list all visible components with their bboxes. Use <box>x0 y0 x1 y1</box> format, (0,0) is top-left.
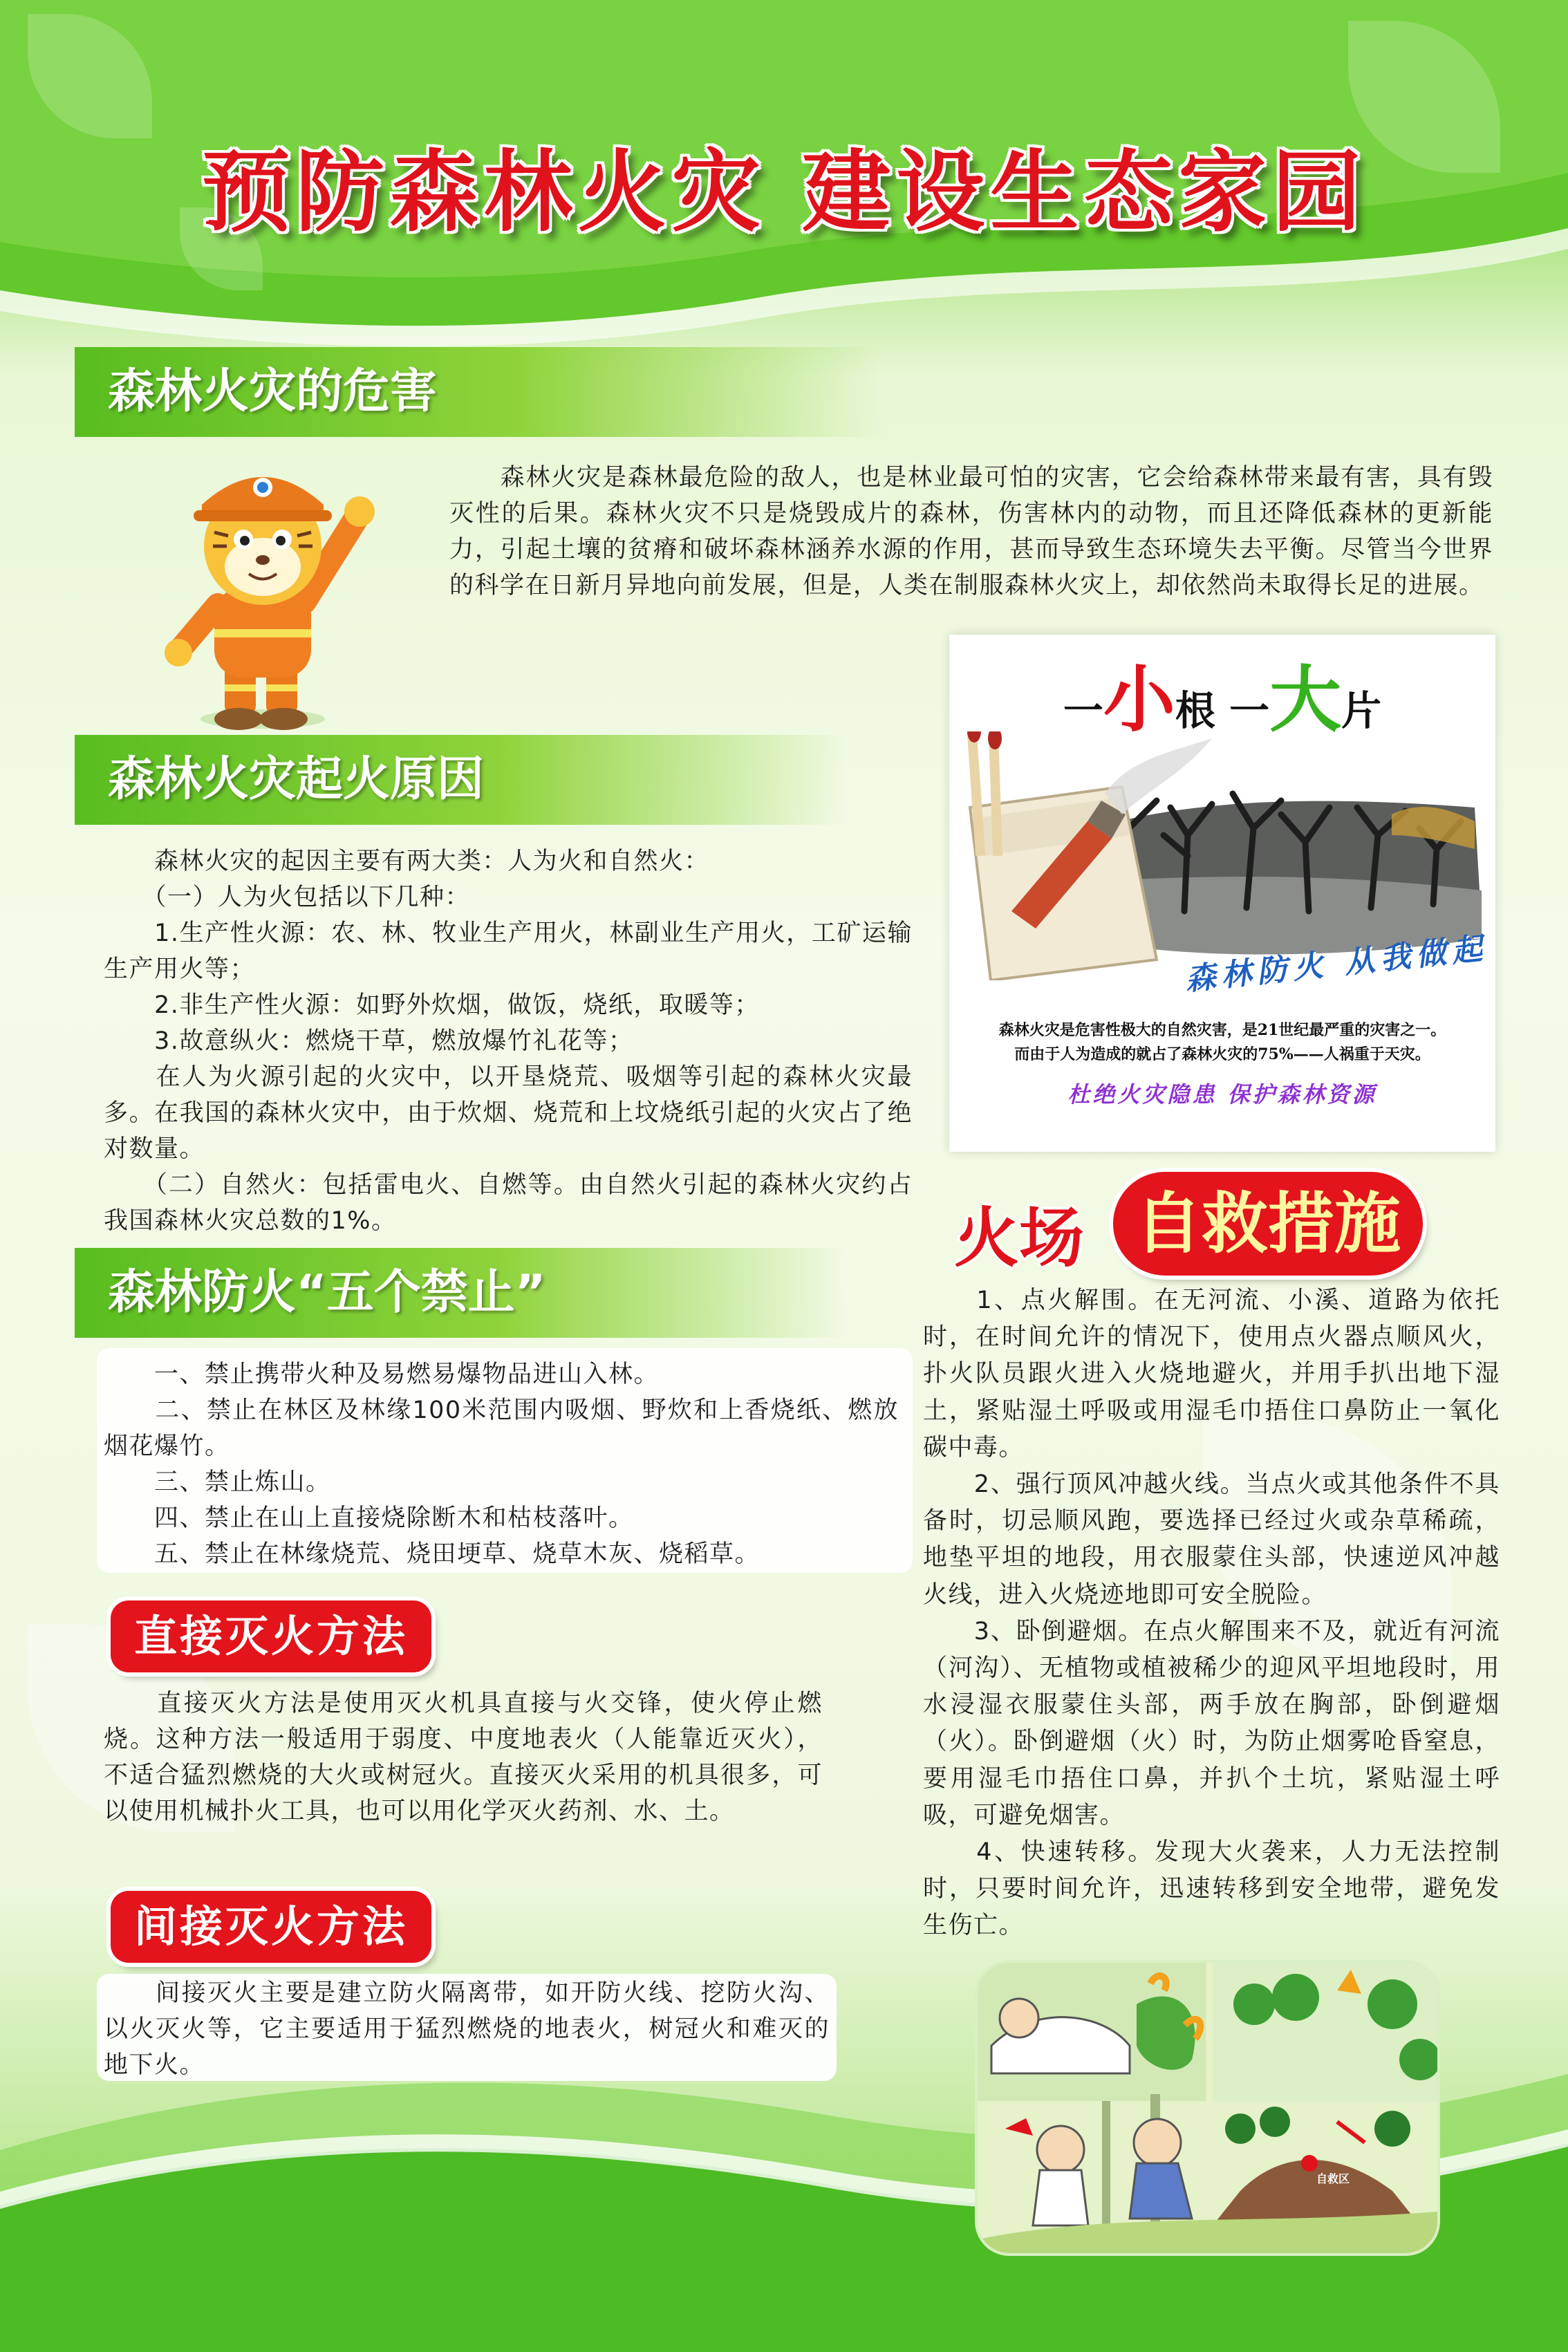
section-heading-indirect: 间接灭火方法 <box>111 1891 431 1963</box>
section-heading-harm: 森林火灾的危害 <box>75 347 882 437</box>
rescue-heading-prefix: 火场 <box>954 1201 1085 1276</box>
slogan-part: 根 一 <box>1175 687 1270 734</box>
fire-escape-cartoon <box>975 1960 1440 2256</box>
fire-escape-illustration <box>978 1963 1437 2253</box>
slogan-part: 片 <box>1341 687 1382 734</box>
five-prohibitions-list: 一、禁止携带火种及易燃易爆物品进山入林。 二、禁止在林区及林缘100米范围内吸烟、野炊和上香烧纸、燃放烟花爆竹。 三、禁止炼山。 四、禁止在山上直接烧除断木和枯枝落叶。 五、禁止在林缘烧荒、烧田埂草、烧草木灰、烧稻草。 <box>104 1361 899 1568</box>
direct-paragraph: 直接灭火方法是使用灭火机具直接与火交锋，使火停止燃烧。这种方法一般适用于弱度、中度地表火（人能靠近灭火），不适合猛烈燃烧的大火或树冠火。直接灭火采用的机具很多，可以使用机械扑火工具，也可以用化学灭火药剂、水、土。 <box>104 1690 823 1825</box>
page-title: 预防森林火灾 建设生态家园 <box>201 141 1367 244</box>
causes-paragraph: 森林火灾的起因主要有两大类：人为火和自然火： （一）人为火包括以下几种： 1.生产性火源：农、林、牧业生产用火，林副业生产用火，工矿运输生产用火等； 2.非生产性火源：如野外炊烟，做饭，烧纸，取暖等； 3.故意纵火：燃烧干草，燃放爆竹礼花等； 在人为火源引起的火灾中，以开垦烧荒、吸烟等引起的森林火灾最多。在我国的森林火灾中，由于炊烟、烧荒和上坟烧纸引起的火灾占了绝对数量。 （二）自然火：包括雷电火、自燃等。由自然火引起的森林火灾约占我国森林火灾总数的1%。 <box>104 848 913 1235</box>
cartoon-sign-label: 自救区 <box>1316 2172 1350 2185</box>
photo-slogan <box>949 642 1495 745</box>
rescue-heading-pill: 自救措施 <box>1113 1172 1423 1276</box>
harm-paragraph: 森林火灾是森林最危险的敌人，也是林业最可怕的灾害，它会给森林带来最有害，具有毁灭性的后果。森林火灾不只是烧毁成片的森林，伤害林内的动物，而且还降低森林的更新能力，引起土壤的贫瘠和破坏森林涵养水源的作用，甚而导致生态环境失去平衡。尽管当今世界的科学在日新月异地向前发展，但是，人类在制服森林火灾上，却依然尚未取得长足的进展。 <box>449 464 1493 599</box>
slogan-part: 一 <box>1063 687 1103 734</box>
slogan-part-green: 大 <box>1269 657 1342 742</box>
photo-caption-line2: 而由于人为造成的就占了森林火灾的75%——人祸重于天灾。 <box>1014 1045 1430 1063</box>
slogan-part-red: 小 <box>1103 657 1175 742</box>
forest-fire-photo-panel <box>949 635 1495 1152</box>
rescue-paragraph: 1、点火解围。在无河流、小溪、道路为依托时，在时间允许的情况下，使用点火器点顺风火，扑火队员跟火进入火烧地避火，并用手扒出地下湿土，紧贴湿土呼吸或用湿毛巾捂住口鼻防止一氧化碳中毒。 2、强行顶风冲越火线。当点火或其他条件不具备时，切忌顺风跑，要选择已经过火或杂草稀疏，地垫平坦的地段，用衣服蒙住头部，快速逆风冲越火线，进入火烧迹地即可安全脱险。 3、卧倒避烟。在点火解围来不及，就近有河流（河沟）、无植物或植被稀少的迎风平坦地段时，用水浸湿衣服蒙住头部，两手放在胸部，卧倒避烟（火）。卧倒避烟（火）时，为防止烟雾呛昏窒息，要用湿毛巾捂住口鼻，并扒个土坑，紧贴湿土呼吸，可避免烟害。 4、快速转移。发现大火袭来，人力无法控制时，只要时间允许，迅速转移到安全地带，避免发生伤亡。 <box>923 1287 1500 1940</box>
section-heading-five-prohibitions: 森林防火“五个禁止” <box>75 1248 848 1338</box>
section-heading-causes: 森林火灾起火原因 <box>75 735 848 825</box>
purple-slogan: 杜绝火灾隐患 保护森林资源 <box>1067 1081 1377 1108</box>
section-heading-direct: 直接灭火方法 <box>111 1600 431 1672</box>
tiger-mascot-illustration <box>159 456 380 733</box>
photo-caption-line1: 森林火灾是危害性极大的自然灾害，是21世纪最严重的灾害之一。 <box>998 1021 1446 1039</box>
indirect-paragraph: 间接灭火主要是建立防火隔离带，如开防火线、挖防火沟、以火灭火等，它主要适用于猛烈燃烧的地表火，树冠火和难灭的地下火。 <box>104 1979 830 2079</box>
rescue-heading <box>940 1172 1466 1276</box>
blue-slogan: 森林防火 从我做起 <box>1184 931 1490 998</box>
